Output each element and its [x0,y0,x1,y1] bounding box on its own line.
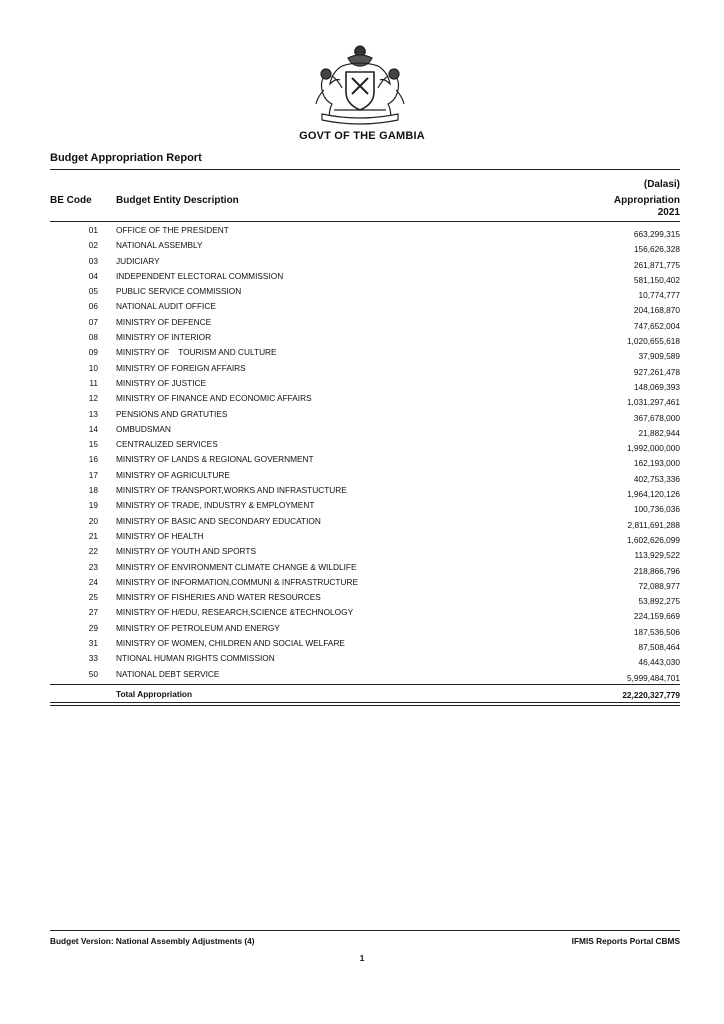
be-code-cell: 15 [88,439,98,450]
table-row [50,424,680,439]
coat-of-arms-icon [312,44,408,126]
amount-cell: 37,909,589 [638,351,680,362]
be-code-cell: 23 [88,561,98,572]
table-row [50,546,680,561]
amount-cell: 113,929,522 [634,550,680,561]
description-cell: MINISTRY OF H/EDU, RESEARCH,SCIENCE &TECHNOLOGY [116,607,354,618]
amount-cell: 100,736,036 [633,504,680,515]
table-row [50,592,680,607]
description-cell: INDEPENDENT ELECTORAL COMMISSION [116,270,284,281]
description-cell: MINISTRY OF FISHERIES AND WATER RESOURCES [116,592,321,603]
be-code-cell: 20 [88,515,98,526]
table-row [50,332,680,347]
amount-cell: 21,882,944 [638,427,680,438]
be-code-cell: 29 [88,622,98,633]
amount-cell: 187,536,506 [633,626,680,637]
be-code-cell: 02 [88,240,98,251]
description-cell: MINISTRY OF TRADE, INDUSTRY & EMPLOYMENT [116,500,315,511]
table-row [50,256,680,271]
be-code-cell: 04 [88,270,98,281]
description-cell: MINISTRY OF AGRICULTURE [116,469,230,480]
description-cell: MINISTRY OF INFORMATION,COMMUNI & INFRASTRUCTURE [116,576,358,587]
be-code-cell: 07 [88,316,98,327]
table-row [50,271,680,286]
report-title: Budget Appropriation Report [50,152,202,164]
table-row [50,409,680,424]
be-code-cell: 01 [88,225,98,235]
description-cell: PENSIONS AND GRATUTIES [116,408,228,419]
table-row [50,317,680,332]
divider-before-total [50,684,680,685]
description-cell: CENTRALIZED SERVICES [116,439,218,450]
page-number: 1 [359,953,365,963]
be-code-cell: 24 [88,576,98,587]
be-code-cell: 10 [88,362,98,373]
be-code-cell: 25 [88,592,98,603]
column-header-description: Budget Entity Description [116,195,239,206]
amount-cell: 367,678,000 [633,412,680,423]
table-row [50,562,680,577]
column-header-appropriation [614,195,680,219]
description-cell: MINISTRY OF TRANSPORT,WORKS AND INFRASTUCTURE [116,485,347,496]
budget-table-body [50,225,680,684]
amount-cell: 927,261,478 [633,366,680,377]
portal-name: IFMIS Reports Portal CBMS [571,936,680,946]
table-row [50,470,680,485]
currency-label: (Dalasi) [643,179,680,190]
be-code-cell: 31 [88,638,98,649]
amount-cell: 204,168,870 [633,305,680,316]
amount-cell: 87,508,464 [638,642,680,653]
description-cell: MINISTRY OF JUSTICE [116,377,207,388]
description-cell: JUDICIARY [116,255,160,266]
table-row [50,363,680,378]
table-row [50,225,680,240]
be-code-cell: 12 [88,393,98,404]
description-cell: MINISTRY OF HEALTH [116,530,204,541]
description-cell: NATIONAL ASSEMBLY [116,240,203,251]
table-row [50,638,680,653]
table-row [50,500,680,515]
be-code-cell: 22 [88,546,98,557]
amount-cell: 261,871,775 [633,259,680,270]
description-cell: MINISTRY OF ENVIRONMENT CLIMATE CHANGE & WILDLIFE [116,561,357,572]
be-code-cell: 21 [88,530,98,541]
amount-cell: 53,892,275 [638,596,680,607]
be-code-cell: 08 [88,332,98,343]
table-row [50,393,680,408]
amount-cell: 581,150,402 [633,274,680,285]
divider-total-double-2 [50,705,680,706]
be-code-cell: 27 [88,607,98,618]
description-cell: NATIONAL AUDIT OFFICE [116,301,216,312]
table-row [50,623,680,638]
description-cell: MINISTRY OF PETROLEUM AND ENERGY [116,622,280,633]
table-row [50,454,680,469]
amount-cell: 148,069,393 [633,381,680,392]
description-cell: PUBLIC SERVICE COMMISSION [116,286,242,297]
be-code-cell: 09 [88,347,98,358]
be-code-cell: 17 [88,469,98,480]
description-cell: MINISTRY OF DEFENCE [116,316,212,327]
column-header-appropriation-label: Appropriation [613,195,680,206]
total-label: Total Appropriation [116,689,193,699]
be-code-cell: 05 [88,286,98,297]
amount-cell: 1,964,120,126 [626,489,680,500]
total-value: 22,220,327,779 [622,690,680,700]
description-cell: OMBUDSMAN [116,423,171,434]
divider-header [50,221,680,222]
divider-footer [50,930,680,931]
be-code-cell: 03 [88,255,98,266]
amount-cell: 162,193,000 [633,458,680,469]
description-cell: NATIONAL DEBT SERVICE [116,668,220,679]
be-code-cell: 50 [88,668,98,679]
description-cell: MINISTRY OF FOREIGN AFFAIRS [116,362,246,373]
description-cell: OFFICE OF THE PRESIDENT [116,225,229,235]
amount-cell: 46,443,030 [638,657,680,668]
amount-cell: 1,020,655,618 [626,336,680,347]
budget-version: Budget Version: National Assembly Adjustments (4) [50,936,255,946]
amount-cell: 1,992,000,000 [626,443,680,454]
table-row [50,531,680,546]
be-code-cell: 06 [88,301,98,312]
amount-cell: 1,031,297,461 [626,397,680,408]
description-cell: NTIONAL HUMAN RIGHTS COMMISSION [116,653,275,664]
be-code-cell: 16 [88,454,98,465]
description-cell: MINISTRY OF LANDS & REGIONAL GOVERNMENT [116,454,314,465]
table-row [50,607,680,622]
table-row [50,577,680,592]
table-row [50,516,680,531]
divider-top [50,169,680,170]
description-cell: MINISTRY OF INTERIOR [116,332,212,343]
column-header-be-code: BE Code [50,195,92,206]
be-code-cell: 13 [88,408,98,419]
amount-cell: 218,866,796 [633,565,680,576]
amount-cell: 2,811,691,288 [627,519,680,530]
divider-total-double-1 [50,702,680,703]
table-row [50,286,680,301]
table-row [50,669,680,684]
description-cell: MINISTRY OF FINANCE AND ECONOMIC AFFAIRS [116,393,312,404]
column-header-year: 2021 [657,207,680,218]
table-row [50,301,680,316]
be-code-cell: 19 [88,500,98,511]
amount-cell: 1,602,626,099 [626,534,680,545]
be-code-cell: 18 [88,485,98,496]
amount-cell: 402,753,336 [633,473,680,484]
amount-cell: 72,088,977 [638,580,680,591]
description-cell: MINISTRY OF BASIC AND SECONDARY EDUCATION [116,515,321,526]
table-row [50,240,680,255]
government-title: GOVT OF THE GAMBIA [299,130,425,142]
table-row [50,347,680,362]
be-code-cell: 14 [88,423,98,434]
amount-cell: 5,999,484,701 [626,672,680,683]
be-code-cell: 33 [88,653,98,664]
amount-cell: 224,159,669 [633,611,680,622]
description-cell: MINISTRY OF WOMEN, CHILDREN AND SOCIAL WELFARE [116,638,345,649]
description-cell: MINISTRY OF YOUTH AND SPORTS [116,546,256,557]
be-code-cell: 11 [89,377,98,388]
table-row [50,439,680,454]
amount-cell: 747,652,004 [633,320,680,331]
amount-cell: 10,774,777 [638,290,680,301]
amount-cell: 156,626,328 [633,244,680,255]
table-row [50,485,680,500]
table-row [50,378,680,393]
table-row [50,653,680,668]
description-cell: MINISTRY OF TOURISM AND CULTURE [116,347,277,358]
amount-cell: 663,299,315 [633,229,680,239]
